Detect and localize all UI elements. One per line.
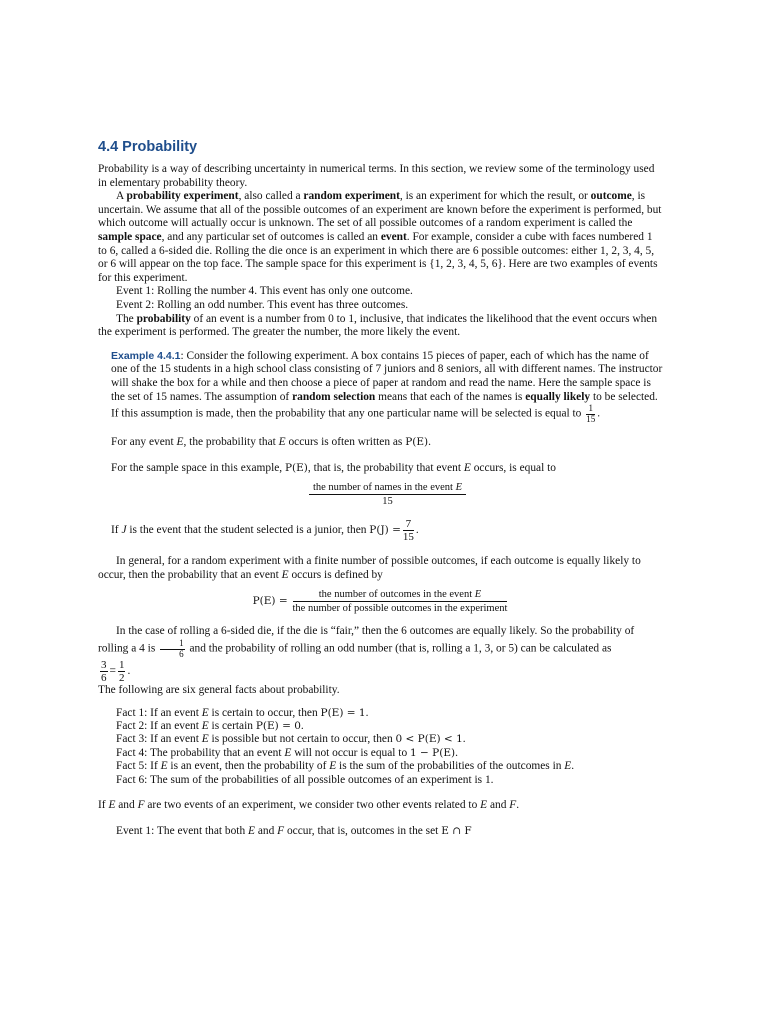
general-definition-paragraph: In general, for a random experiment with a finite number of possible outcomes, if each outcome is equally likely to occur, then the probability that an event E occurs is defined by [98, 555, 641, 581]
die-paragraph: In the case of rolling a 6-sided die, if the die is “fair,” then the 6 outcomes are equally likely. So the probability of rolling a 4 is $\frac{1}{6}$ and the probability of rolling an odd number (that is, rolling a 1, 3, or 5) can be calculated as [98, 625, 635, 659]
math-p-of-e: P(E) [284, 461, 308, 474]
fact-5: Fact 5: If E is an event, then the probability of E is the sum of the probabilities of the outcomes in E. [116, 760, 575, 773]
intro-paragraph: Probability is a way of describing uncertainty in numerical terms. In this section, we review some of the terminology used in elementary probability theory. [98, 163, 655, 189]
facts-intro: The following are six general facts about probability. [98, 684, 340, 697]
term-probability: probability [136, 312, 191, 325]
fraction-names-over-15: $\frac{\text{the number of names in the event E}}{15}$ [309, 481, 466, 508]
junior-line: If J is the event that the student selected is a junior, then P(J) = $\frac{7}{15}$ . [111, 518, 419, 544]
display-probability-formula: P(E) = $\frac{\text{the number of outcomes in the event E}}{\text{the number of possible outcomes in the experiment}}$ [252, 589, 508, 615]
example-label: Example 4.4.1 [111, 349, 181, 362]
math-p-of-e: P(E) [405, 436, 429, 449]
display-fraction-names [111, 481, 664, 508]
fraction-seven-fifteenths: $\frac{7}{15}$ [402, 518, 414, 544]
term-sample-space: sample space [98, 230, 162, 243]
fraction-one-sixth: $\frac{1}{6}$ [160, 639, 185, 659]
math-p-of-j: P(J) = [369, 524, 401, 537]
any-event-line: For any event E, the probability that E occurs is often written as P(E). [111, 436, 432, 449]
term-event: event [380, 230, 407, 243]
fact-3: Fact 3: If an event E is possible but not certain to occur, then 0 < P(E) < 1. [116, 733, 466, 746]
event-2-line: Event 2: Rolling an odd number. This event has three outcomes. [116, 298, 409, 311]
term-random-experiment: random experiment [303, 190, 400, 203]
sample-space-line: For the sample space in this example, P(E), that is, the probability that event E occurs, is equal to [111, 461, 556, 474]
term-probability-experiment: probability experiment [126, 190, 239, 203]
probability-definition: The probability of an event is a number from 0 to 1, inclusive, that indicates the likelihood that the event occurs when the experiment is performed. The greater the number, the more likely the event. [98, 312, 658, 339]
definition-paragraph: A probability experiment, also called a random experiment, is an experiment for which the result, or outcome, is uncertain. We assume that all of the possible outcomes of an experiment are known before the experiment is performed, but which outcome will actually occur is unknown. The set of all possible outcomes of a random experiment is called the sample space, and any particular set of outcomes is called an event. For example, consider a cube with faces numbered 1 to 6, called a 6-sided die. Rolling the die once is an experiment in which there are 6 possible outcomes: either 1, 2, 3, 4, 5, or 6 will appear on the top face. The sample space for this experiment is {1, 2, 3, 4, 5, 6}. Here are two examples of events for this experiment. [98, 190, 662, 284]
document-page [98, 138, 664, 838]
fraction-one-half: $\frac{1}{2}$ [118, 659, 125, 685]
fact-1: Fact 1: If an event E is certain to occur, then P(E) = 1. [116, 706, 369, 719]
facts-list [98, 707, 664, 787]
term-outcome: outcome [590, 190, 632, 203]
fraction-outcomes-formula: $\frac{\text{the number of outcomes in the event E}}{\text{the number of possible outcomes in the experiment}}$ [292, 589, 508, 615]
fraction-three-sixths: $\frac{3}{6}$ [101, 659, 107, 685]
math-e-intersect-f: E ∩ F [441, 824, 472, 837]
example-block [98, 350, 664, 544]
fact-4: Fact 4: The probability that an event E will not occur is equal to 1 − P(E). [116, 746, 458, 759]
section-title: 4.4 Probability [98, 139, 198, 155]
die-calculation: $\frac{3}{6}$ = $\frac{1}{2}$ . [101, 659, 131, 685]
term-equally-likely: equally likely [525, 390, 591, 403]
fact-2: Fact 2: If an event E is certain P(E) = 0. [116, 720, 304, 733]
fact-6: Fact 6: The sum of the probabilities of all possible outcomes of an experiment is 1. [116, 773, 494, 786]
term-random-selection: random selection [292, 390, 376, 403]
fraction-one-fifteenth: $\frac{1}{15}$ [586, 403, 596, 424]
example-paragraph: Example 4.4.1: Consider the following experiment. A box contains 15 pieces of paper, each of which has the name of one of the 15 students in a high school class consisting of 7 juniors and 8 seniors, all with different names. The instructor will shake the box for a while and then choose a piece of paper at random and read the name. Here the sample space is the set of 15 names. The assumption of random selection means that each of the names is equally likely to be selected. If this assumption is made, then the probability that any one particular name will be selected is equal to $\frac{1}{15}$ . [111, 349, 663, 424]
event-intersection-line: Event 1: The event that both E and F occur, that is, outcomes in the set E ∩ F [116, 824, 472, 837]
event-1-line: Event 1: Rolling the number 4. This event has only one outcome. [116, 285, 413, 298]
e-and-f-paragraph: If E and F are two events of an experiment, we consider two other events related to E and F. [98, 799, 520, 812]
